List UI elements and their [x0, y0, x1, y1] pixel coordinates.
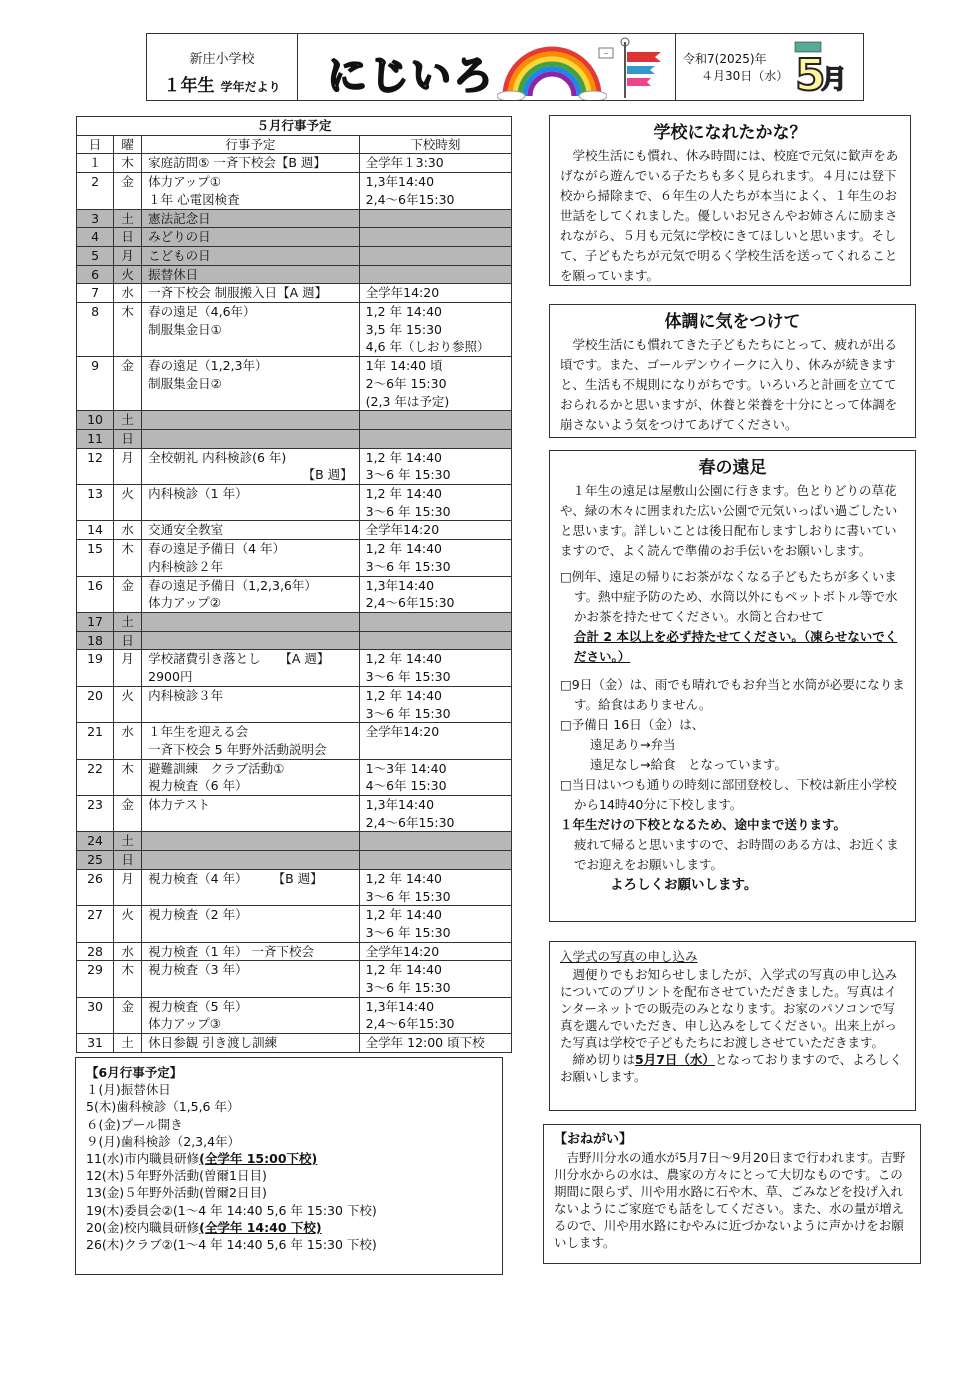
- event-cell: [142, 540, 360, 576]
- event-cell: [142, 154, 360, 173]
- event-text: 全校朝礼 内科検診(6 年): [148, 449, 287, 465]
- schedule-row: [77, 228, 512, 247]
- dismissal-cell: 全学年14:20: [359, 284, 511, 303]
- day-cell: 28: [77, 942, 114, 961]
- header: [146, 33, 864, 101]
- day-cell: 29: [77, 961, 114, 997]
- day-cell: 20: [77, 686, 114, 722]
- schedule-row: [77, 448, 512, 484]
- dismissal-cell: 全学年 12:00 頃下校: [359, 1034, 511, 1053]
- dismissal-cell: 全学年１3:30: [359, 154, 511, 173]
- header-school-cell: [147, 34, 298, 100]
- dismissal-cell: 1～3年 14:40 4～6年 15:30: [359, 759, 511, 795]
- june-item: １(月)振替休日: [86, 1082, 171, 1098]
- box-text: 吉野川分水の通水が5月7日～9月20日まで行われます。吉野川分水からの水は、農家の方々にとって大切なものです。この期間に限らず、川や用水路に石や木、草、ごみなどを投げ入れないようにご家庭でも話をしてください。また、水の量が増えるので、川や用水路にむやみに近づかないように声かけをお願いします。: [554, 1150, 906, 1250]
- schedule-row: [77, 650, 512, 686]
- schedule-row: [77, 942, 512, 961]
- dismissal-cell: [359, 411, 511, 430]
- weekday-cell: 金: [114, 173, 142, 209]
- dismissal-cell: 1,3年14:40 2,4～6年15:30: [359, 576, 511, 612]
- event-text: 交通安全教室: [148, 522, 224, 538]
- event-cell: [142, 631, 360, 650]
- excursion-item-water: [560, 567, 905, 627]
- june-item: 13(金)５年野外活動(曽爾2日目): [86, 1185, 267, 1201]
- schedule-row: [77, 832, 512, 851]
- event-cell: [142, 173, 360, 209]
- event-cell: [142, 759, 360, 795]
- dismissal-cell: 1,2 年 14:40 3～6 年 15:30: [359, 961, 511, 997]
- dismissal-cell: 1,2 年 14:40 3～6 年 15:30: [359, 540, 511, 576]
- water-note: □例年、遠足の帰りにお茶がなくなる子どもたちが多くいます。熱中症予防のため、水筒以外にもペットボトル等で水かお茶を持たせてください。水筒と合わせて: [560, 569, 898, 624]
- june-item: [86, 1219, 492, 1236]
- excursion-item-reserve: □予備日 16日（金）は、: [560, 717, 705, 732]
- june-item: 26(木)クラブ②(1～4 年 14:40 5,6 年 15:30 下校): [86, 1237, 377, 1253]
- deadline-date: 5月7日（水）: [635, 1052, 715, 1067]
- dismissal-cell: [359, 631, 511, 650]
- entrance-photo-box: [549, 941, 916, 1111]
- deadline-text: [560, 1051, 905, 1085]
- event-text: 視力検査（2 年）: [148, 907, 248, 923]
- header-date-cell: [675, 34, 865, 100]
- pickup-note: 疲れて帰ると思いますので、お時間のある方は、お近くまでお迎えをお願いします。: [574, 837, 899, 872]
- day-cell: 31: [77, 1034, 114, 1053]
- weekday-cell: 木: [114, 759, 142, 795]
- weekday-cell: 土: [114, 1034, 142, 1053]
- event-cell: [142, 485, 360, 521]
- adjusting-to-school-box: [549, 115, 911, 286]
- day-cell: 5: [77, 246, 114, 265]
- june-item: ９(月)歯科検診（2,3,4年）: [86, 1133, 241, 1149]
- dismissal-cell: 全学年14:20: [359, 723, 511, 759]
- weekday-cell: 月: [114, 869, 142, 905]
- excursion-water-bold: 合計 2 本以上を必ず持たせてください。（凍らせないでください。）: [574, 629, 898, 664]
- event-week-tag: 【B 週】: [302, 467, 353, 483]
- event-cell: [142, 686, 360, 722]
- escort-note: １年生だけの下校となるため、途中まで送ります。: [560, 817, 847, 832]
- schedule-row: [77, 961, 512, 997]
- day-cell: 23: [77, 796, 114, 832]
- health-care-box: [549, 304, 916, 438]
- event-cell: [142, 576, 360, 612]
- event-cell: [142, 796, 360, 832]
- schedule-row: [77, 686, 512, 722]
- event-cell: [142, 429, 360, 448]
- dismissal-cell: [359, 429, 511, 448]
- day-cell: 15: [77, 540, 114, 576]
- event-text: 体力アップ① １年 心電図検査: [148, 174, 240, 207]
- newsletter-label: 学年だより: [220, 80, 281, 94]
- day-cell: 27: [77, 906, 114, 942]
- day-cell: 8: [77, 303, 114, 357]
- event-cell: [142, 650, 360, 686]
- weekday-cell: 日: [114, 631, 142, 650]
- schedule-body: [77, 154, 512, 1052]
- june-item: 5(木)歯科検診（1,5,6 年）: [86, 1099, 240, 1115]
- grade-label: [147, 71, 297, 96]
- event-cell: [142, 997, 360, 1033]
- event-cell: [142, 284, 360, 303]
- grade-text: １年生: [163, 76, 215, 96]
- weekday-cell: 月: [114, 246, 142, 265]
- event-text: 春の遠足（1,2,3年） 制服集金日②: [148, 358, 268, 391]
- event-cell: [142, 832, 360, 851]
- schedule-row: [77, 154, 512, 173]
- event-text: みどりの日: [148, 229, 211, 245]
- schedule-row: [77, 906, 512, 942]
- spring-excursion-box: [549, 450, 916, 922]
- day-cell: １: [77, 154, 114, 173]
- box-title: 【おねがい】: [554, 1132, 633, 1147]
- dismissal-cell: 1,3年14:40 2,4～6年15:30: [359, 997, 511, 1033]
- june-item-bold: (全学年 14:40 下校): [199, 1219, 322, 1235]
- event-cell: [142, 869, 360, 905]
- event-cell: [142, 906, 360, 942]
- schedule-row: [77, 429, 512, 448]
- event-cell: [142, 942, 360, 961]
- schedule-row: [77, 851, 512, 870]
- dismissal-cell: [359, 612, 511, 631]
- header-day: 日: [77, 135, 114, 154]
- dismissal-cell: [359, 851, 511, 870]
- dismissal-cell: [359, 832, 511, 851]
- event-cell: [142, 357, 360, 411]
- event-text: 一斉下校会 制服搬入日【A 週】: [148, 285, 328, 301]
- event-cell: [142, 521, 360, 540]
- newsletter-title: にじいろ: [327, 53, 495, 99]
- event-text: 休日参観 引き渡し訓練: [148, 1035, 278, 1051]
- dismissal-cell: 1,3年14:40 2,4～6年15:30: [359, 173, 511, 209]
- event-text: 内科検診３年: [148, 687, 224, 703]
- school-name: 新庄小学校: [189, 52, 255, 67]
- event-text: 視力検査（3 年）: [148, 962, 248, 978]
- schedule-row: [77, 759, 512, 795]
- weekday-cell: 日: [114, 851, 142, 870]
- weekday-cell: 土: [114, 411, 142, 430]
- dismissal-cell: [359, 265, 511, 284]
- schedule-row: [77, 997, 512, 1033]
- rainbow-icon: [497, 40, 607, 100]
- weekday-cell: 水: [114, 723, 142, 759]
- event-cell: [142, 1034, 360, 1053]
- dismissal-cell: 全学年14:20: [359, 521, 511, 540]
- event-cell: [142, 961, 360, 997]
- day-cell: 10: [77, 411, 114, 430]
- weekday-cell: 水: [114, 284, 142, 303]
- event-text: 学校諸費引き落とし 【A 週】 2900円: [148, 651, 330, 685]
- day-cell: 24: [77, 832, 114, 851]
- event-text: 家庭訪問⑤ 一斉下校会【B 週】: [148, 155, 326, 171]
- dismissal-cell: 1,2 年 14:40 3～6 年 15:30: [359, 650, 511, 686]
- schedule-row: [77, 723, 512, 759]
- event-cell: [142, 228, 360, 247]
- dismissal-cell: 1,3年14:40 2,4～6年15:30: [359, 796, 511, 832]
- event-cell: [142, 448, 360, 484]
- dismissal-cell: 1,2 年 14:40 3,5 年 15:30 4,6 年（しおり参照）: [359, 303, 511, 357]
- event-cell: [142, 411, 360, 430]
- june-item: ６(金)プール開き: [86, 1116, 183, 1132]
- reserve-yes: 遠足あり→弁当: [590, 737, 676, 752]
- schedule-row: [77, 357, 512, 411]
- schedule-row: [77, 303, 512, 357]
- event-cell: [142, 209, 360, 228]
- event-cell: [142, 851, 360, 870]
- weekday-cell: 木: [114, 154, 142, 173]
- event-cell: [142, 723, 360, 759]
- day-cell: 11: [77, 429, 114, 448]
- month-number: 5: [795, 50, 826, 94]
- day-cell: 21: [77, 723, 114, 759]
- schedule-row: [77, 265, 512, 284]
- day-cell: 26: [77, 869, 114, 905]
- weekday-cell: 土: [114, 612, 142, 631]
- event-text: 憲法記念日: [148, 210, 211, 226]
- weekday-cell: 金: [114, 796, 142, 832]
- header-weekday: 曜: [114, 135, 142, 154]
- dismissal-cell: 1,2 年 14:40 3～6 年 15:30: [359, 869, 511, 905]
- schedule-row: [77, 246, 512, 265]
- weekday-cell: 月: [114, 650, 142, 686]
- box-title: 春の遠足: [698, 458, 767, 478]
- dismissal-cell: [359, 246, 511, 265]
- closing-note: よろしくお願いします。: [610, 877, 758, 893]
- june-item: 12(木)５年野外活動(曽爾1日目): [86, 1168, 267, 1184]
- june-item-bold: (全学年 15:00下校): [199, 1151, 318, 1167]
- event-text: 春の遠足（4,6年） 制服集金日①: [148, 304, 256, 337]
- weekday-cell: 月: [114, 448, 142, 484]
- deadline-post: となっておりますので、よろしくお願いします。: [560, 1052, 903, 1084]
- event-cell: [142, 246, 360, 265]
- schedule-row: [77, 173, 512, 209]
- schedule-row: [77, 612, 512, 631]
- day-cell: 30: [77, 997, 114, 1033]
- month-badge: [793, 40, 851, 94]
- month-kanji: 月: [821, 65, 848, 94]
- day-cell: 19: [77, 650, 114, 686]
- event-text: こどもの日: [148, 247, 211, 263]
- weekday-cell: 木: [114, 961, 142, 997]
- schedule-row: [77, 540, 512, 576]
- excursion-item-lunch: □9日（金）は、雨でも晴れでもお弁当と水筒が必要になります。給食はありません。: [560, 677, 905, 712]
- event-text: 体力テスト: [148, 797, 211, 813]
- excursion-item-time: □当日はいつも通りの時刻に部団登校し、下校は新庄小学校から14時40分に下校します。: [560, 777, 897, 812]
- header-event: 行事予定: [142, 135, 360, 154]
- weekday-cell: 火: [114, 906, 142, 942]
- event-text: １年生を迎える会 一斉下校会 5 年野外活動説明会: [148, 724, 327, 757]
- day-cell: 7: [77, 284, 114, 303]
- issue-year: 令和7(2025)年: [683, 52, 767, 66]
- dismissal-cell: 1年 14:40 頃 2～6年 15:30 (2,3 年は予定): [359, 357, 511, 411]
- dismissal-cell: 1,2 年 14:40 3～6 年 15:30: [359, 686, 511, 722]
- schedule-row: [77, 796, 512, 832]
- day-cell: 4: [77, 228, 114, 247]
- weekday-cell: 火: [114, 485, 142, 521]
- day-cell: 18: [77, 631, 114, 650]
- day-cell: 14: [77, 521, 114, 540]
- reserve-no: 遠足なし→給食 となっています。: [590, 757, 787, 772]
- weekday-cell: 土: [114, 209, 142, 228]
- event-cell: [142, 303, 360, 357]
- weekday-cell: 金: [114, 357, 142, 411]
- svg-text:~: ~: [603, 50, 609, 58]
- june-schedule-box: [75, 1057, 503, 1275]
- schedule-row: [77, 284, 512, 303]
- box-title: 入学式の写真の申し込み: [560, 949, 698, 964]
- event-text: 避難訓練 クラブ活動① 視力検査（6 年）: [148, 760, 285, 794]
- june-item-text: 20(金)校内職員研修: [86, 1219, 200, 1235]
- event-cell: [142, 265, 360, 284]
- dismissal-cell: 全学年14:20: [359, 942, 511, 961]
- dismissal-cell: [359, 209, 511, 228]
- day-cell: 2: [77, 173, 114, 209]
- event-cell: [142, 612, 360, 631]
- weekday-cell: 木: [114, 540, 142, 576]
- box-title: 学校になれたかな？: [653, 123, 807, 143]
- day-cell: 6: [77, 265, 114, 284]
- schedule-row: [77, 631, 512, 650]
- dismissal-cell: [359, 228, 511, 247]
- schedule-row: [77, 411, 512, 430]
- day-cell: 16: [77, 576, 114, 612]
- june-title: 【6月行事予定】: [86, 1065, 183, 1080]
- box-text: 学校生活にも慣れてきた子どもたちにとって、疲れが出る頃です。また、ゴールデンウイークに入り、休みが続きますと、生活も不規則になりがちです。いろいろと計画を立てておられるかと思いますが、休養と栄養を十分にとって体調を崩さないよう気をつけてあげてください。: [560, 337, 898, 432]
- deadline-pre: 締め切りは: [560, 1052, 636, 1067]
- box-text: 学校生活にも慣れ、休み時間には、校庭で元気に歓声をあげながら遊んでいる子たちも多く見られます。４月には登下校から掃除まで、６年生の人たちが本当によく、１年生のお世話をしてくれました。優しいお兄さんやお姉さんに励まされながら、５月も元気に学校にきてほしいと思います。そして、子どもたちが元気で明るく学校生活を送ってくれることを願っています。: [560, 148, 899, 283]
- weekday-cell: 日: [114, 228, 142, 247]
- event-text: 振替休日: [148, 266, 199, 282]
- dismissal-cell: 1,2 年 14:40 3～6 年 15:30: [359, 485, 511, 521]
- schedule-row: [77, 209, 512, 228]
- event-text: 視力検査（1 年） 一斉下校会: [148, 943, 315, 959]
- event-text: 視力検査（5 年） 体力アップ③: [148, 998, 248, 1032]
- june-item: 19(木)委員会②(1～4 年 14:40 5,6 年 15:30 下校): [86, 1202, 377, 1218]
- event-text: 内科検診（1 年）: [148, 486, 248, 502]
- weekday-cell: 火: [114, 686, 142, 722]
- day-cell: 17: [77, 612, 114, 631]
- schedule-row: [77, 576, 512, 612]
- june-item-text: 11(水)市内職員研修: [86, 1151, 200, 1167]
- weekday-cell: 火: [114, 265, 142, 284]
- schedule-title: ５月行事予定: [77, 117, 512, 136]
- weekday-cell: 金: [114, 997, 142, 1033]
- header-title-cell: [297, 34, 676, 100]
- schedule-row: [77, 521, 512, 540]
- may-schedule-table: [76, 116, 512, 1053]
- day-cell: 22: [77, 759, 114, 795]
- issue-date: ４月30日（水）: [701, 69, 789, 83]
- day-cell: 25: [77, 851, 114, 870]
- dismissal-cell: 1,2 年 14:40 3～6 年 15:30: [359, 448, 511, 484]
- carp-streamer-icon: [595, 36, 671, 98]
- header-dismissal: 下校時刻: [359, 135, 511, 154]
- box-title: 体調に気をつけて: [664, 312, 801, 332]
- schedule-row: [77, 485, 512, 521]
- schedule-row: [77, 1034, 512, 1053]
- box-text: 週便りでもお知らせしましたが、入学式の写真の申し込みについてのプリントを配布させていただきました。写真はインターネットでの販売のみとなります。お家のパソコンで写真を選んでいただき、申し込みをしてください。出来上がった写真は学校で子どもたちにお渡しさせていただきます。: [560, 967, 898, 1050]
- weekday-cell: 日: [114, 429, 142, 448]
- excursion-intro: １年生の遠足は屋敷山公園に行きます。色とりどりの草花や、緑の木々に囲まれた広い公園で元気いっぱい過ごしたいと思います。詳しいことは後日配布しますしおりに書いていますので、よく読んで準備のお手伝いをお願いします。: [560, 483, 898, 558]
- event-text: 春の遠足予備日（4 年） 内科検診２年: [148, 541, 286, 574]
- day-cell: 3: [77, 209, 114, 228]
- day-cell: 13: [77, 485, 114, 521]
- weekday-cell: 土: [114, 832, 142, 851]
- schedule-row: [77, 869, 512, 905]
- event-text: 視力検査（4 年） 【B 週】: [148, 870, 323, 886]
- request-box: [543, 1124, 921, 1264]
- weekday-cell: 木: [114, 303, 142, 357]
- day-cell: 9: [77, 357, 114, 411]
- weekday-cell: 水: [114, 942, 142, 961]
- weekday-cell: 金: [114, 576, 142, 612]
- weekday-cell: 水: [114, 521, 142, 540]
- dismissal-cell: 1,2 年 14:40 3～6 年 15:30: [359, 906, 511, 942]
- day-cell: 12: [77, 448, 114, 484]
- event-text: 春の遠足予備日（1,2,3,6年） 体力アップ②: [148, 577, 317, 611]
- june-item: [86, 1150, 492, 1167]
